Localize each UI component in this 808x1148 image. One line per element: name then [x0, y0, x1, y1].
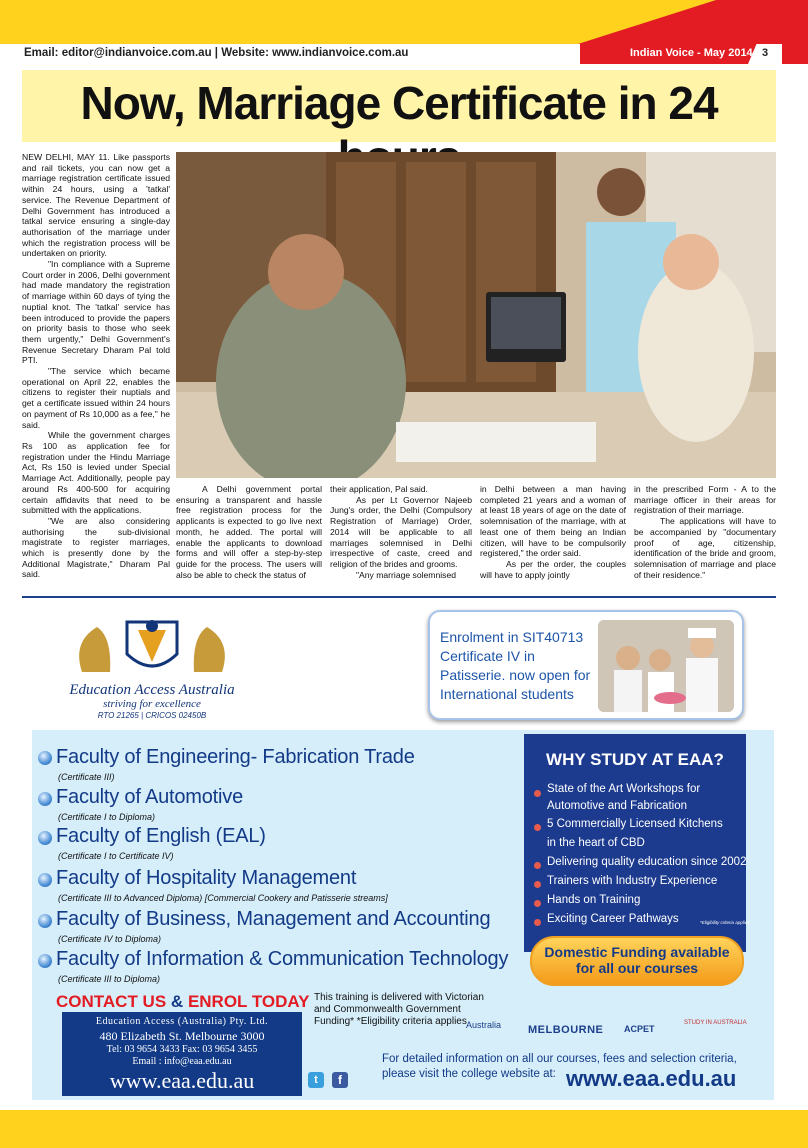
article-paragraph: in Delhi between a man having completed 21 years and a woman of at least 18 years of age on the date of solemnisation of the marriage, with at least one of them being an Indian citizen, will have to be compulsorily registered," the order said. [480, 484, 626, 559]
bottom-yellow-band [0, 1110, 808, 1148]
faculty-title[interactable]: Faculty of Information & Communication Technology [56, 948, 509, 970]
faculty-title[interactable]: Faculty of Engineering- Fabrication Trade [56, 746, 415, 768]
bullet-icon [38, 831, 52, 845]
article-paragraph: "In compliance with a Supreme Court order in 2006, Delhi government had made mandatory the registration of marriage within 60 days of tying the nuptial knot. The 'tatkal' service has been introduced to provide the papers on priority basis to those who seek them urgently," Delhi Government's Revenue Secretary Dharam Pal told PTI. [22, 259, 170, 366]
why-item: Exciting Career Pathways [547, 913, 679, 925]
faculty-title[interactable]: Faculty of Hospitality Management [56, 867, 357, 889]
article-paragraph: "The service which became operational on April 22, enables the citizens to register their nuptials and get a certificate issued within 24 hours on payment of Rs 10,000 as a fee," he said. [22, 366, 170, 430]
partner-logo-acpet: ACPET [624, 1024, 655, 1034]
header-contact-line: Email: editor@indianvoice.com.au | Website: www.indianvoice.com.au [24, 47, 409, 59]
article-column-3 [330, 484, 472, 580]
lion-crest-icon [52, 612, 252, 682]
article-paragraph: The applications will have to be accompanied by "documentary proof of age, citizenship, identification of the bride and groom, solemnisation of marriage and place of their residence." [634, 516, 776, 580]
issue-label: Indian Voice - May 2014 [630, 47, 753, 59]
why-item: Trainers with Industry Experience [547, 875, 718, 887]
partner-logo-study-in-australia: STUDY IN AUSTRALIA [684, 1020, 747, 1026]
details-text: For detailed information on all our courses, fees and selection criteria, please visit the college website at: [382, 1053, 737, 1080]
enrolment-text: Enrolment in SIT40713 Certificate IV in Patisserie. now open for International students [440, 629, 591, 702]
chefs-illustration [598, 620, 734, 712]
logo-name: Education Access Australia [69, 682, 235, 698]
partner-logo-melbourne: MELBOURNE [528, 1024, 604, 1036]
bullet-icon [38, 914, 52, 928]
enrol-today-label: ENROL TODAY [187, 992, 310, 1011]
section-divider [22, 596, 776, 598]
government-funding-note: This training is delivered with Victorian and Commonwealth Government Funding* *Eligibility criteria applies [314, 992, 484, 1027]
rto-cricos-code: RTO 21265 | CRICOS 02450B [97, 711, 207, 720]
why-item: 5 Commercially Licensed Kitchens [547, 818, 723, 830]
faculty-subtitle: (Certificate III) [58, 772, 115, 782]
article-paragraph: their application, Pal said. [330, 484, 428, 494]
details-website-link[interactable]: www.eaa.edu.au [566, 1066, 737, 1091]
article-column-5 [634, 484, 776, 580]
email-address[interactable]: Email : info@eaa.edu.au [132, 1056, 232, 1067]
article-paragraph: As per the order, the couples will have to apply jointly [480, 558, 626, 580]
domestic-funding-label [530, 944, 744, 976]
logo-tagline: striving for excellence [103, 698, 201, 710]
bullet-icon [534, 862, 541, 869]
article-paragraph: A Delhi government portal ensuring a transparent and hassle free registration process for the applicants is expected to go live next month, he added. The portal will enable the applicants to download forms and will offer a step-by-step guide for the process. The users will also be able to check the status of [176, 484, 322, 580]
article-paragraph: "We are also considering authorising the sub-divisional magistrate to register marriages, which is presently done by the Additional Magistrate," Dharam Pal said. [22, 515, 170, 580]
article-column-1 [22, 152, 170, 580]
faculty-title[interactable]: Faculty of English (EAL) [56, 825, 266, 847]
faculty-title[interactable]: Faculty of Automotive [56, 786, 244, 808]
office-scene-illustration [176, 152, 776, 478]
why-item: Hands on Training [547, 894, 641, 906]
funding-line-2: for all our courses [575, 960, 699, 976]
funding-line-1: Domestic Funding available [544, 944, 730, 960]
faculty-title[interactable]: Faculty of Business, Management and Accounting [56, 908, 491, 930]
faculty-subtitle: (Certificate I to Diploma) [58, 812, 156, 822]
ampersand: & [170, 992, 184, 1011]
company-name: Education Access (Australia) Pty. Ltd. [95, 1016, 269, 1027]
twitter-icon[interactable]: t [308, 1072, 324, 1088]
faculty-subtitle: (Certificate III to Diploma) [58, 974, 161, 984]
article-column-4 [480, 484, 626, 580]
partner-logo-australia: Australia [466, 1020, 502, 1030]
page-number: 3 [762, 47, 769, 59]
why-item: State of the Art Workshops for [547, 783, 701, 795]
article-paragraph: While the government charges Rs 100 as application fee for registration under the Hindu Marriage Act, Rs 150 is levied under Special Marriage Act. Additionally, people pay around Rs 400-500 for acquiring certain affidavits that need to be submitted with the applications. [22, 430, 170, 516]
contact-us-label: CONTACT US [56, 992, 167, 1011]
website-link[interactable]: www.eaa.edu.au [109, 1068, 255, 1093]
why-item: in the heart of CBD [547, 837, 645, 849]
faculty-subtitle: (Certificate I to Certificate IV) [58, 851, 174, 861]
article-paragraph: in the prescribed Form - A to the marriage officer in their areas for registration of their marriage. [634, 484, 776, 516]
bullet-icon [534, 919, 541, 926]
bullet-icon [38, 954, 52, 968]
article-photo [176, 152, 776, 478]
bullet-icon [38, 751, 52, 765]
patisserie-students-photo [598, 620, 734, 712]
article-paragraph: NEW DELHI, MAY 11. Like passports and rail tickets, you can now get a marriage registration certificate issued within 24 hours, using a 'tatkal' service. The Revenue Department of Delhi Government has introduced a tatkal service ensuring a single-day authorisation of the marriage under which the registration process will be undertaken on priority. [22, 152, 170, 259]
street-address: 480 Elizabeth St. Melbourne 3000 [99, 1029, 265, 1043]
contact-heading [56, 992, 310, 1012]
why-item: Automotive and Fabrication [547, 800, 687, 812]
bullet-icon [38, 792, 52, 806]
article-paragraph: As per Lt Governor Najeeb Jung's order, the Delhi (Compulsory Registration of Marriage) Order, 2014 will be applicable to all marriages solemnised in Delhi irrespective of caste, creed and religion of the brides and grooms. [330, 494, 472, 569]
bullet-icon [534, 824, 541, 831]
why-study-title: WHY STUDY AT EAA? [546, 750, 724, 769]
phone-fax: Tel: 03 9654 3433 Fax: 03 9654 3455 [106, 1044, 258, 1055]
bullet-icon [534, 790, 541, 797]
faculty-subtitle: (Certificate III to Advanced Diploma) [Commercial Cookery and Patisserie streams] [58, 893, 388, 903]
faculty-subtitle: (Certificate IV to Diploma) [58, 934, 162, 944]
headline: Now, Marriage Certificate in 24 [80, 77, 718, 129]
eligibility-note: *Eligibility criteria applies [700, 920, 750, 925]
bullet-icon [38, 873, 52, 887]
bullet-icon [534, 881, 541, 888]
article-column-2 [176, 484, 322, 580]
facebook-icon[interactable]: f [332, 1072, 348, 1088]
article-paragraph: "Any marriage solemnised [356, 569, 457, 580]
bullet-icon [534, 900, 541, 907]
why-item: Delivering quality education since 2002 [547, 856, 747, 868]
